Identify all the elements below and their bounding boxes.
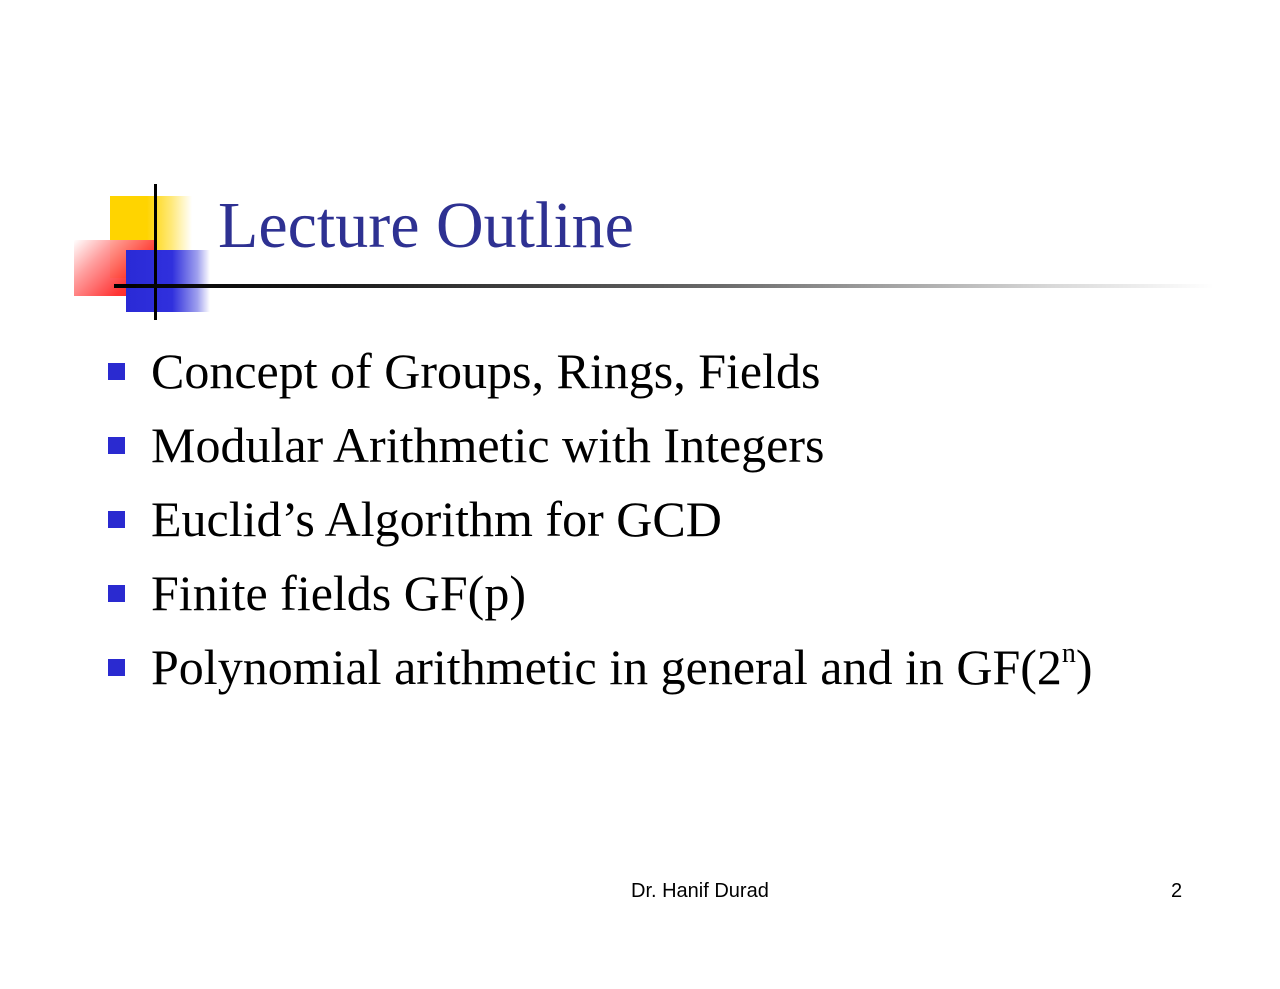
square-bullet-icon	[108, 585, 125, 602]
list-item	[108, 408, 1093, 482]
title-underline	[114, 284, 1214, 288]
square-bullet-icon	[108, 511, 125, 528]
bullet-text: Euclid’s Algorithm for GCD	[151, 491, 722, 547]
bullet-list	[108, 334, 1093, 704]
blue-block	[126, 250, 210, 312]
page-number: 2	[1171, 880, 1183, 902]
bullet-text: Concept of Groups, Rings, Fields	[151, 343, 821, 399]
superscript: n	[1061, 638, 1076, 669]
square-bullet-icon	[108, 363, 125, 380]
slide-title: Lecture Outline	[218, 189, 634, 262]
list-item	[108, 556, 1093, 630]
footer-author: Dr. Hanif Durad	[631, 880, 769, 902]
bullet-text: Modular Arithmetic with Integers	[151, 417, 825, 473]
square-bullet-icon	[108, 437, 125, 454]
bullet-text: Finite fields GF(p)	[151, 565, 526, 621]
list-item	[108, 630, 1093, 704]
square-bullet-icon	[108, 659, 125, 676]
vertical-rule	[154, 184, 157, 320]
title-decoration	[70, 180, 230, 320]
list-item	[108, 482, 1093, 556]
bullet-text: Polynomial arithmetic in general and in GF(2$^n$)	[151, 638, 1093, 695]
list-item	[108, 334, 1093, 408]
